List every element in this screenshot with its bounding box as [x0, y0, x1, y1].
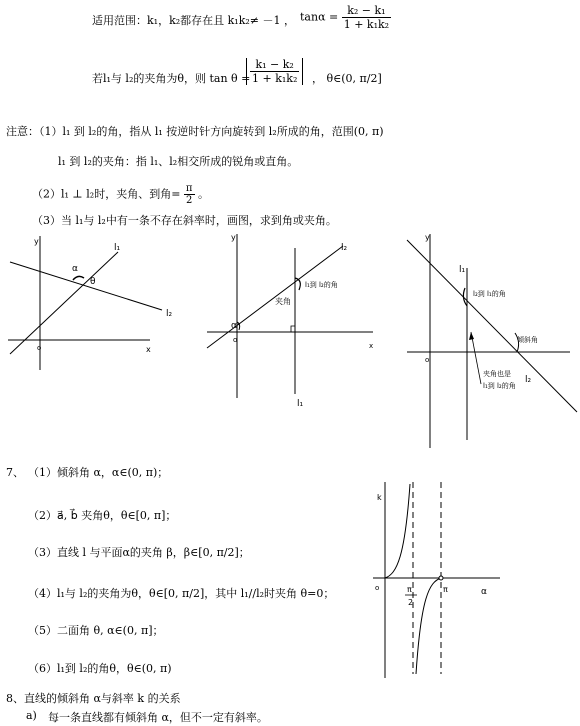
- scope-text: 适用范围：k₁，k₂都存在且 k₁k₂≠ －1 ，: [92, 14, 296, 27]
- graph-branch-left: [385, 484, 410, 578]
- fig1-l2-label: l₂: [166, 309, 173, 319]
- fig3-slope-angle: 倾斜角: [517, 336, 538, 344]
- fig1-y-label: y: [34, 237, 39, 246]
- section7-item-4: （4）l₁与 l₂的夹角为θ，θ∈[0, π/2]，其中 l₁//l₂时夹角 θ=0；: [28, 587, 335, 600]
- fig3-pointer-arrow: [469, 332, 474, 340]
- graph-open-point: [439, 576, 443, 580]
- angle-denominator: 1 + k₁k₂: [252, 72, 298, 85]
- section8-a-text: 每一条直线都有倾斜角 α，但不一定有斜率。: [48, 711, 268, 724]
- fig2-jiajiao: 夹角: [275, 297, 291, 306]
- figure-3: [395, 228, 580, 448]
- figure-1: [0, 230, 190, 370]
- note-3: （3）当 l₁与 l₂中有一条不存在斜率时，画图，求到角或夹角。: [32, 214, 337, 227]
- tan-fraction: [342, 4, 391, 31]
- note-1b: l₁ 到 l₂的夹角：指 l₁、l₂相交所成的锐角或直角。: [58, 155, 299, 168]
- section8-title: 8、直线的倾斜角 α与斜率 k 的关系: [6, 692, 181, 705]
- fig3-arc-l2-to-l1: [463, 288, 467, 306]
- fig1-line-l2: [10, 262, 162, 310]
- fig2-y-label: y: [231, 233, 236, 242]
- section7-item-3: （3）直线 l 与平面α的夹角 β，β∈[0, π/2]；: [28, 546, 250, 559]
- tan-label: tanα =: [300, 10, 339, 24]
- section8-a-marker: a): [26, 709, 37, 722]
- fig1-x-label: x: [146, 345, 151, 354]
- section7-number: 7、: [6, 466, 24, 479]
- graph-k-label: k: [377, 493, 382, 502]
- fig2-l2-label: l₂: [341, 243, 348, 253]
- fig2-right-angle: [291, 326, 295, 332]
- fig1-angle-arc: [73, 276, 84, 280]
- figure-2: [195, 228, 385, 413]
- fig2-alpha: α: [231, 321, 237, 331]
- graph-origin: o: [375, 584, 380, 592]
- graph-pi-half-den: 2: [408, 598, 414, 607]
- k-alpha-graph: [355, 478, 505, 678]
- fig3-pointer-line: [471, 332, 481, 384]
- fig2-l1-label: l₁: [297, 399, 304, 409]
- fig2-origin: o: [233, 336, 238, 344]
- tan-numerator: k₂ − k₁: [342, 4, 391, 18]
- fig1-alpha: α: [72, 264, 78, 274]
- fig2-l1-to-l2: l₁到 l₂的角: [305, 281, 338, 289]
- tan-formula: [300, 4, 391, 31]
- pi-over-2: $\frac{\pi}{2}$: [185, 183, 193, 206]
- angle-numerator: k₁ − k₂: [250, 58, 299, 72]
- fig3-l2-label: l₂: [525, 375, 532, 385]
- section7-item-6: （6）l₁到 l₂的角θ，θ∈(0, π): [28, 662, 172, 675]
- fig3-l1-label: l₁: [459, 265, 466, 275]
- fig1-l1-label: l₁: [114, 243, 121, 253]
- graph-alpha-label: α: [481, 587, 487, 597]
- tan-denominator: 1 + k₁k₂: [343, 18, 390, 31]
- section7-item-2: （2）a⃗, b⃗ 夹角θ，θ∈[0, π]；: [28, 509, 177, 522]
- fig3-origin: o: [425, 356, 430, 364]
- note-2: （2）l₁ ⊥ l₂时，夹角、到角= $\frac{\pi}{2}$ 。: [32, 183, 209, 206]
- fig2-arc-to: [295, 278, 300, 290]
- section7-item-5: （5）二面角 θ, α∈(0, π]；: [28, 624, 164, 637]
- angle-abs-fraction: [246, 58, 303, 85]
- fig3-note-2: l₁到 l₂的角: [483, 382, 516, 390]
- fig1-theta: θ: [90, 277, 96, 287]
- section7-item-1: （1）倾斜角 α，α∈(0, π)；: [28, 466, 169, 479]
- angle-range: ， θ∈(0, π/2]: [312, 72, 382, 85]
- fig3-l2-to-l1: l₂到 l₁的角: [473, 290, 506, 298]
- note-1: 注意：（1）l₁ 到 l₂的角，指从 l₁ 按逆时针方向旋转到 l₂所成的角，范围(0, π): [6, 125, 384, 138]
- fig1-origin: o: [37, 344, 42, 352]
- fig2-x-label: x: [369, 342, 374, 350]
- graph-branch-right: [416, 578, 441, 674]
- fig3-y-label: y: [425, 233, 430, 242]
- fig3-note-1: 夹角也是: [483, 370, 511, 378]
- graph-pi: π: [443, 585, 448, 594]
- graph-pi-half-num: π: [407, 585, 412, 594]
- angle-formula-intro: 若l₁与 l₂的夹角为θ，则 tan θ =: [92, 72, 251, 85]
